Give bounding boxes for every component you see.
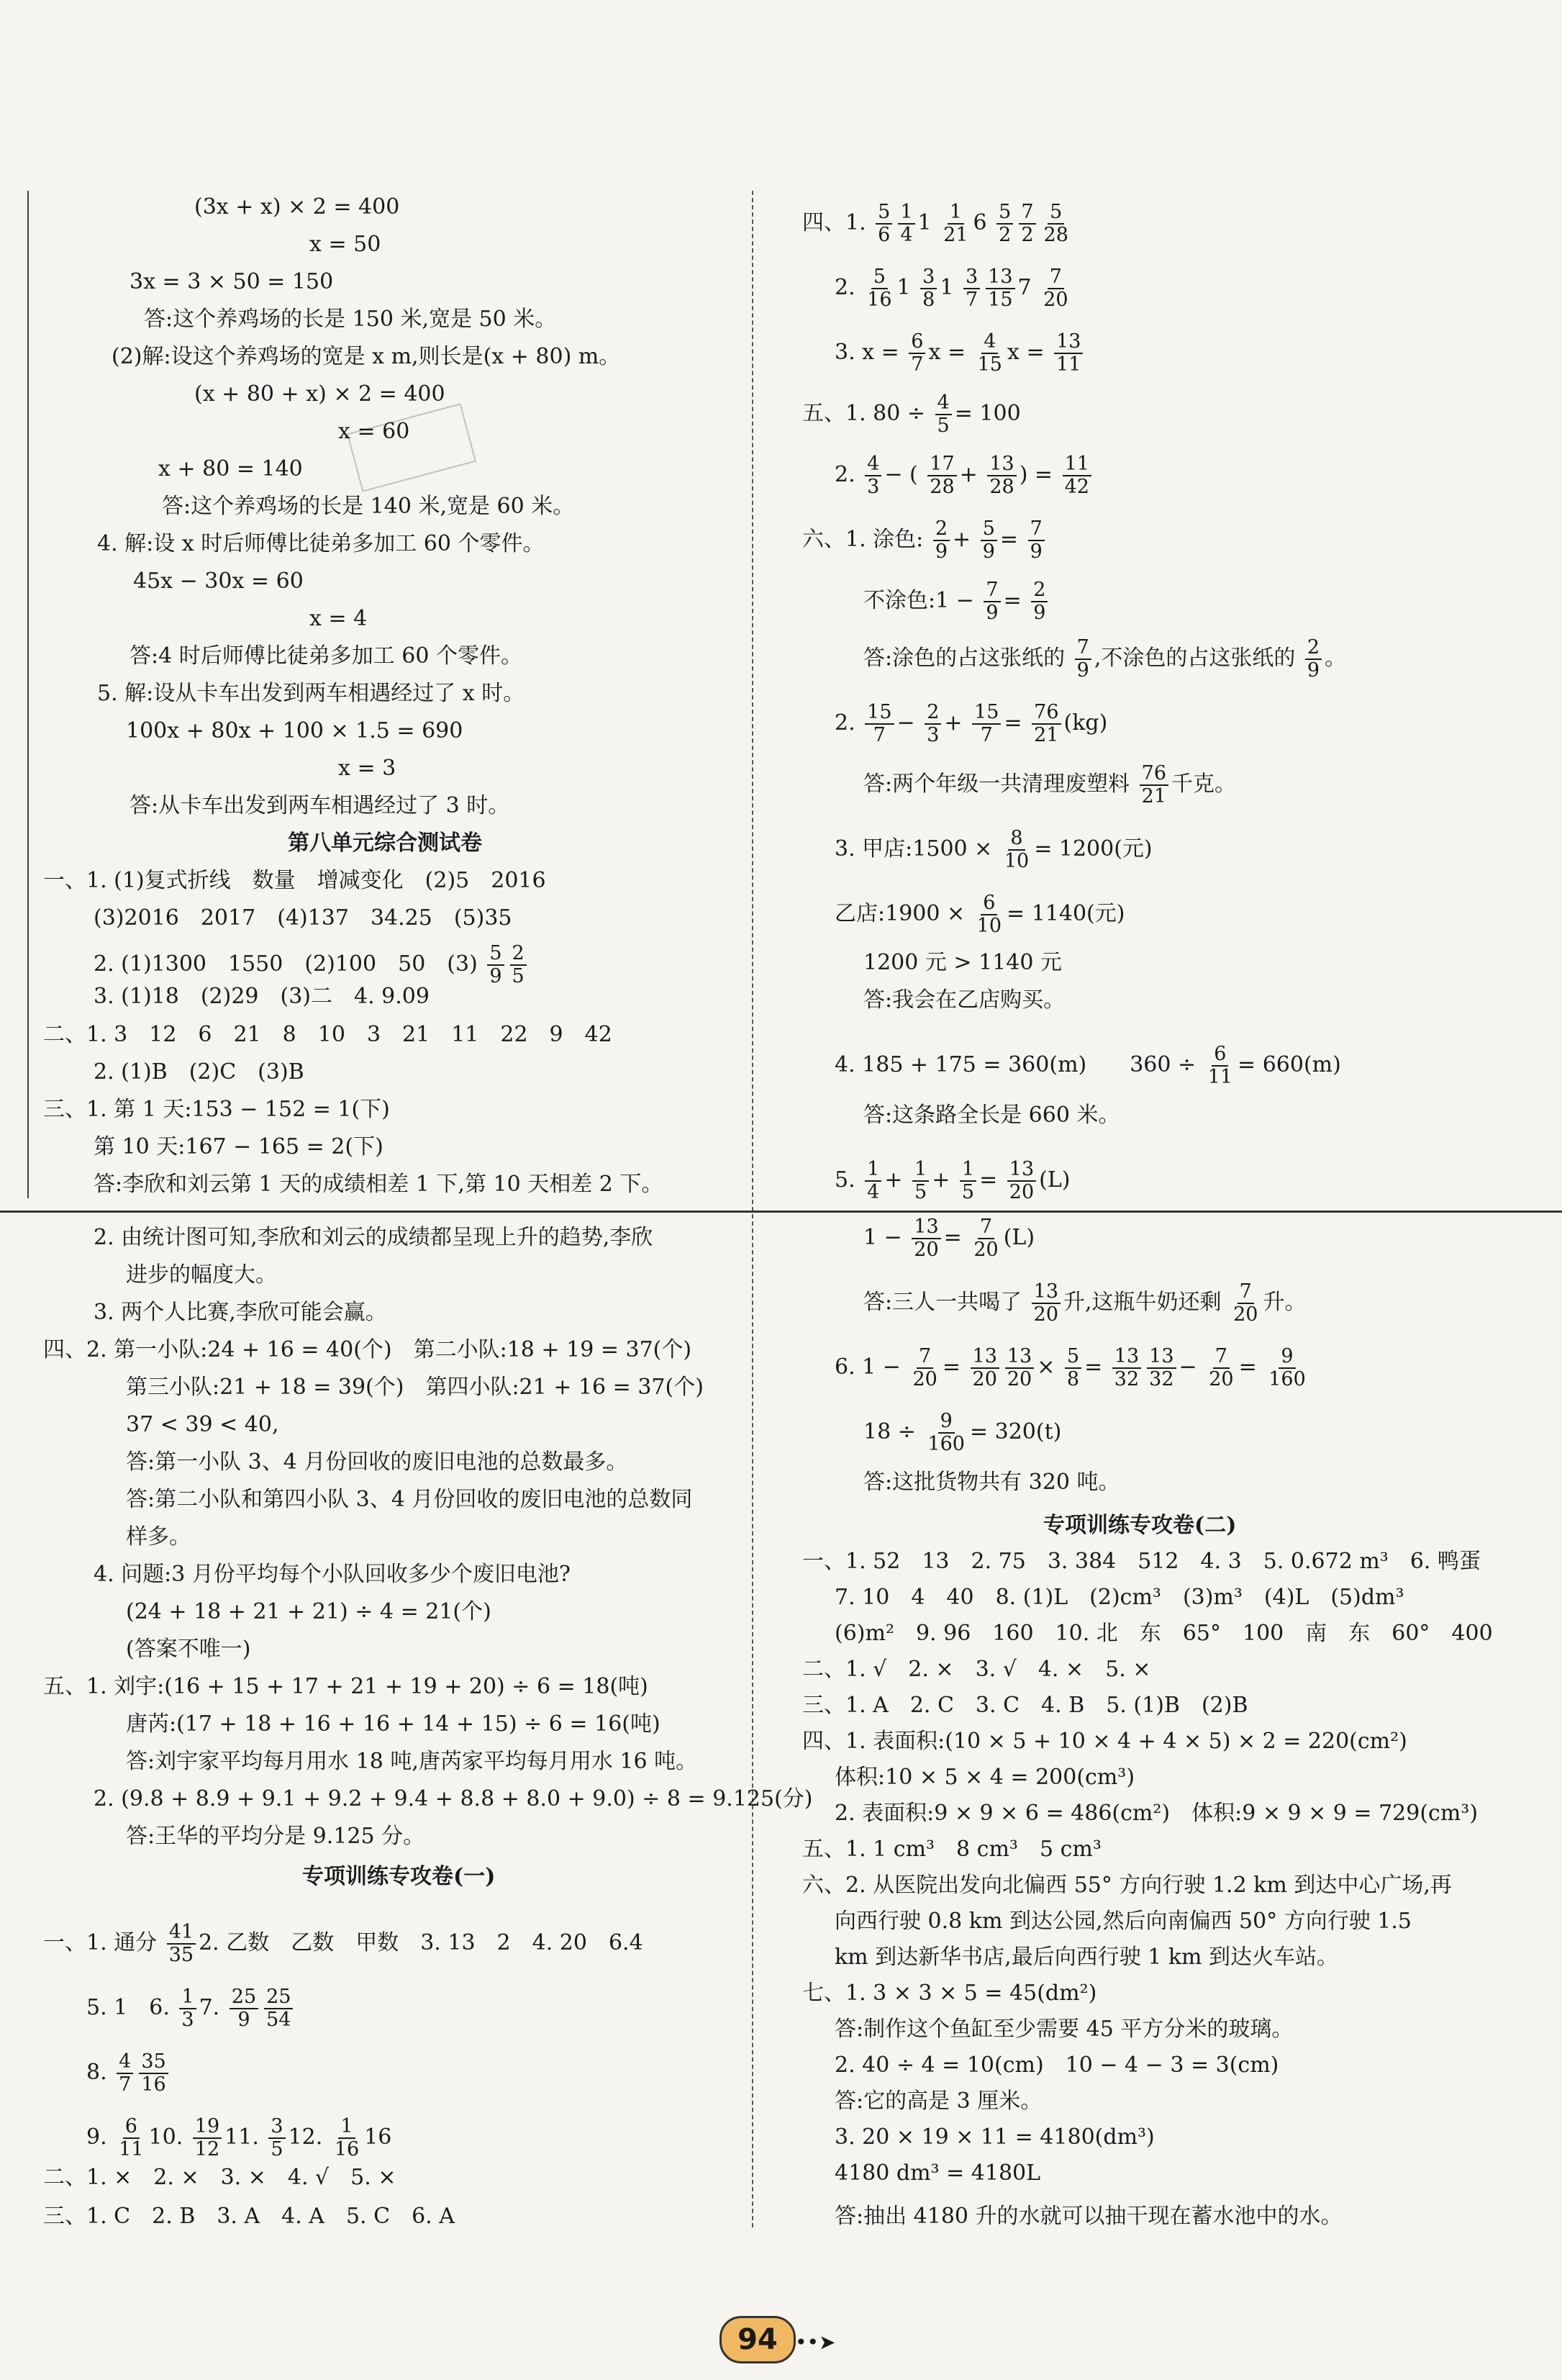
left-answer-line: [86, 1986, 296, 2031]
answer-text: 一、1. (1)复式折线 数量 增减变化 (2)5 2016: [43, 868, 546, 893]
answer-text: 答:三人一共喝了: [863, 1290, 1029, 1315]
column-divider: [752, 191, 753, 2227]
answer-text: ) =: [1019, 462, 1060, 487]
left-answer-line: [43, 867, 546, 895]
left-answer-line: [126, 1523, 191, 1552]
left-answer-line: [126, 1411, 278, 1439]
right-answer-line: [802, 1655, 1150, 1684]
page-ornament: ••➤: [795, 2330, 836, 2354]
stamp-mark: [347, 403, 476, 492]
answer-text: 答:王华的平均分是 9.125 分。: [126, 1824, 425, 1849]
fraction: $\frac{35}{16}$: [139, 2051, 168, 2096]
left-answer-line: [130, 642, 522, 671]
fraction: $\frac{7}{9}$: [984, 579, 1000, 624]
answer-text: 2. 由统计图可知,李欣和刘云的成绩都呈现上升的趋势,李欣: [94, 1225, 653, 1250]
answer-text: 2. 表面积:9 × 9 × 6 = 486(cm²) 体积:9 × 9 × 9 = 729(cm³): [835, 1801, 1479, 1826]
fraction: $\frac{4}{5}$: [935, 392, 952, 437]
answer-text: x = 4: [309, 606, 368, 631]
fraction: $\frac{13}{20}$: [971, 1346, 999, 1390]
answer-text: 16: [364, 2125, 392, 2150]
answer-text: 2. 乙数 乙数 甲数 3. 13 2 4. 20 6.4: [199, 1930, 643, 1955]
answer-text: = 660(m): [1238, 1052, 1341, 1077]
fraction: $\frac{7}{20}$: [1233, 1280, 1258, 1326]
answer-text: 第 10 天:167 − 165 = 2(下): [94, 1134, 383, 1159]
left-answer-line: [126, 1448, 627, 1477]
fraction: $\frac{41}{35}$: [167, 1922, 196, 1966]
right-answer-line: [802, 392, 1021, 437]
right-answer-line: [863, 1101, 1120, 1130]
fraction: $\frac{13}{28}$: [987, 453, 1016, 498]
answer-text: =: [1238, 1354, 1264, 1380]
fraction: $\frac{7}{9}$: [1028, 518, 1045, 563]
left-answer-line: [144, 305, 556, 334]
left-answer-line: [94, 1170, 663, 1199]
right-answer-line: [802, 1835, 1102, 1864]
answer-text: =: [1004, 710, 1030, 736]
left-answer-line: [94, 1133, 383, 1162]
fraction: $\frac{5}{9}$: [487, 943, 504, 987]
answer-text: x =: [1007, 340, 1052, 365]
answer-text: (3)2016 2017 (4)137 34.25 (5)35: [94, 905, 512, 931]
answer-text: 答:制作这个鱼缸至少需要 45 平方分米的玻璃。: [835, 2017, 1294, 2042]
answer-text: 体积:10 × 5 × 4 = 200(cm³): [835, 1765, 1135, 1790]
answer-text: = 1140(元): [1007, 901, 1125, 926]
fraction: $\frac{1}{16}$: [334, 2115, 360, 2160]
left-answer-line: [94, 1058, 304, 1087]
answer-text: 答:李欣和刘云第 1 天的成绩相差 1 下,第 10 天相差 2 下。: [94, 1172, 663, 1197]
answer-text: (3x + x) × 2 = 400: [194, 194, 400, 220]
answer-text: x = 3: [338, 756, 396, 781]
fraction: $\frac{17}{28}$: [927, 453, 956, 498]
fraction: $\frac{13}{20}$: [1005, 1346, 1034, 1390]
fraction: $\frac{13}{20}$: [912, 1216, 940, 1261]
left-answer-line: [126, 1710, 660, 1739]
left-margin-rule: [27, 191, 29, 1198]
fraction: $\frac{6}{10}$: [976, 892, 1002, 937]
answer-text: 三、1. A 2. C 3. C 4. B 5. (1)B (2)B: [802, 1693, 1248, 1718]
right-answer-line: [835, 453, 1094, 498]
fraction: $\frac{15}{7}$: [972, 702, 1001, 746]
answer-text: 乙店:1900 ×: [835, 901, 972, 926]
right-answer-line: [835, 702, 1107, 746]
answer-text: 第八单元综合测试卷: [288, 831, 482, 856]
answer-text: 千克。: [1171, 772, 1237, 797]
answer-text: 答:涂色的占这张纸的: [863, 646, 1072, 671]
answer-text: (6)m² 9. 96 160 10. 北 东 65° 100 南 东 60° 400: [835, 1621, 1493, 1646]
fraction: $\frac{7}{20}$: [912, 1345, 937, 1390]
answer-text: 100x + 80x + 100 × 1.5 = 690: [126, 718, 463, 743]
answer-text: 答:第一小队 3、4 月份回收的废旧电池的总数最多。: [126, 1449, 628, 1475]
answer-text: 7.: [199, 1995, 227, 2020]
answer-text: 七、1. 3 × 3 × 5 = 45(dm²): [802, 1981, 1097, 2006]
fraction: $\frac{25}{9}$: [230, 1986, 258, 2031]
answer-text: 答:我会在乙店购买。: [863, 987, 1066, 1013]
answer-text: +: [944, 710, 970, 736]
answer-text: 一、1. 52 13 2. 75 3. 384 512 4. 3 5. 0.672 m³ 6. 鸭蛋: [802, 1549, 1481, 1574]
fraction: $\frac{2}{5}$: [510, 943, 527, 987]
left-answer-line: [302, 1863, 495, 1891]
answer-text: 答:这条路全长是 660 米。: [863, 1103, 1120, 1128]
answer-text: 5. 1 6.: [86, 1995, 177, 2020]
right-answer-line: [802, 1691, 1248, 1720]
answer-text: 第三小队:21 + 18 = 39(个) 第四小队:21 + 16 = 37(个): [126, 1375, 704, 1400]
answer-text: 1: [896, 275, 918, 300]
answer-text: +: [932, 1167, 957, 1193]
answer-text: +: [884, 1167, 910, 1193]
answer-text: 3x = 3 × 50 = 150: [130, 269, 334, 294]
left-answer-line: [338, 417, 409, 446]
answer-text: 专项训练专攻卷(一): [302, 1864, 496, 1889]
answer-text: 四、1. 表面积:(10 × 5 + 10 × 4 + 4 × 5) × 2 = 220(cm²): [802, 1729, 1407, 1754]
answer-text: 3. 甲店:1500 ×: [835, 836, 999, 861]
answer-text: 8.: [86, 2060, 114, 2085]
left-answer-line: [86, 2116, 391, 2160]
left-answer-line: [130, 268, 333, 297]
left-answer-line: [94, 943, 530, 987]
answer-text: 一、1. 通分: [43, 1930, 164, 1955]
left-answer-line: [338, 754, 396, 783]
right-answer-line: [835, 828, 1153, 872]
right-answer-line: [835, 1943, 1338, 1972]
answer-text: +: [959, 462, 985, 487]
left-answer-line: [130, 792, 509, 820]
answer-text: − (: [884, 462, 925, 487]
answer-text: (kg): [1063, 710, 1108, 736]
right-answer-line: [863, 986, 1065, 1015]
fraction: $\frac{13}{32}$: [1147, 1346, 1176, 1390]
answer-text: (24 + 18 + 21 + 21) ÷ 4 = 21(个): [126, 1599, 491, 1624]
right-answer-line: [802, 1979, 1096, 2008]
right-answer-line: [835, 2123, 1155, 2152]
left-answer-line: [194, 193, 399, 222]
fraction: $\frac{7}{20}$: [973, 1216, 999, 1261]
left-answer-line: [126, 717, 463, 746]
answer-text: 答:第二小队和第四小队 3、4 月份回收的废旧电池的总数同: [126, 1487, 693, 1512]
answer-text: 五、1. 刘宇:(16 + 15 + 17 + 21 + 19 + 20) ÷ 6 = 18(吨): [43, 1674, 648, 1699]
right-answer-line: [835, 2087, 1042, 2116]
answer-text: =: [1084, 1354, 1109, 1380]
fraction: $\frac{4}{3}$: [865, 453, 881, 498]
answer-text: 答:这个养鸡场的长是 150 米,宽是 50 米。: [144, 307, 557, 332]
fraction: $\frac{15}{7}$: [865, 702, 894, 746]
answer-text: 4180 dm³ = 4180L: [835, 2160, 1041, 2186]
fraction: $\frac{7}{2}$: [1019, 202, 1035, 246]
fraction: $\frac{9}{160}$: [1268, 1345, 1306, 1390]
answer-text: 3. (1)18 (2)29 (3)二 4. 9.09: [94, 984, 430, 1009]
left-answer-line: [126, 1822, 424, 1851]
fraction: $\frac{1}{21}$: [943, 201, 968, 246]
left-answer-line: [97, 679, 525, 708]
answer-text: (答案不唯一): [126, 1637, 251, 1662]
left-answer-line: [94, 1785, 813, 1814]
right-answer-line: [835, 1763, 1135, 1792]
answer-text: (x + 80 + x) × 2 = 400: [194, 381, 445, 407]
left-answer-line: [309, 230, 381, 259]
answer-text: 45x − 30x = 60: [133, 569, 304, 594]
right-answer-line: [835, 1044, 1341, 1088]
answer-text: 9.: [86, 2125, 114, 2150]
left-answer-line: [288, 829, 482, 858]
answer-text: 1: [940, 275, 961, 300]
answer-text: 二、1. √ 2. × 3. √ 4. × 5. ×: [802, 1657, 1151, 1682]
left-answer-line: [97, 530, 545, 558]
right-answer-line: [863, 1281, 1306, 1326]
answer-text: km 到达新华书店,最后向西行驶 1 km 到达火车站。: [835, 1945, 1339, 1970]
fraction: $\frac{2}{9}$: [933, 518, 950, 563]
answer-text: 二、1. × 2. × 3. × 4. √ 5. ×: [43, 2165, 396, 2190]
fraction: $\frac{25}{54}$: [264, 1986, 293, 2031]
left-answer-line: [43, 2163, 396, 2192]
fraction: $\frac{9}{160}$: [927, 1410, 965, 1455]
left-answer-line: [126, 1598, 491, 1626]
answer-text: +: [953, 527, 978, 552]
answer-text: ,不涂色的占这张纸的: [1094, 646, 1302, 671]
answer-text: 四、2. 第一小队:24 + 16 = 40(个) 第二小队:18 + 19 = 37(个): [43, 1337, 692, 1362]
answer-text: x + 80 = 140: [158, 456, 303, 481]
fraction: $\frac{3}{7}$: [963, 266, 980, 311]
left-answer-line: [94, 904, 512, 933]
right-answer-line: [863, 637, 1346, 682]
fraction: $\frac{11}{42}$: [1063, 453, 1091, 498]
fraction: $\frac{8}{10}$: [1004, 827, 1030, 872]
answer-text: = 1200(元): [1034, 836, 1153, 861]
answer-text: 答:4 时后师傅比徒弟多加工 60 个零件。: [130, 643, 522, 669]
answer-text: 7. 10 4 40 8. (1)L (2)cm³ (3)m³ (4)L (5)dm³: [835, 1585, 1404, 1610]
left-answer-line: [162, 492, 574, 521]
fraction: $\frac{2}{3}$: [925, 702, 941, 746]
fraction: $\frac{13}{11}$: [1054, 331, 1083, 376]
left-answer-line: [43, 1336, 691, 1365]
fraction: $\frac{1}{5}$: [912, 1159, 929, 1203]
answer-text: 样多。: [126, 1524, 191, 1549]
answer-text: 4. 解:设 x 时后师傅比徒弟多加工 60 个零件。: [97, 531, 545, 556]
right-answer-line: [1043, 1511, 1236, 1540]
answer-text: = 100: [954, 401, 1021, 426]
right-answer-line: [802, 1547, 1481, 1576]
left-answer-line: [43, 2202, 455, 2231]
answer-text: =: [979, 1167, 1004, 1193]
right-answer-line: [802, 1727, 1407, 1756]
right-answer-line: [863, 1468, 1120, 1497]
left-answer-line: [309, 605, 367, 633]
answer-text: 。: [1325, 646, 1347, 671]
answer-text: x = 50: [309, 232, 381, 257]
left-answer-line: [94, 982, 430, 1011]
fraction: $\frac{6}{11}$: [119, 2115, 144, 2160]
fraction: $\frac{2}{9}$: [1031, 579, 1048, 624]
right-answer-line: [802, 518, 1048, 563]
fraction: $\frac{7}{20}$: [1209, 1345, 1234, 1390]
right-answer-line: [835, 2051, 1279, 2080]
answer-text: 答:刘宇家平均每月用水 18 吨,唐芮家平均每月用水 16 吨。: [126, 1749, 698, 1774]
answer-text: 不涂色:1 −: [863, 588, 981, 613]
answer-text: 答:两个年级一共清理废塑料: [863, 772, 1137, 797]
left-answer-line: [126, 1485, 692, 1514]
right-answer-line: [835, 2015, 1293, 2044]
answer-text: 向西行驶 0.8 km 到达公园,然后向南偏西 50° 方向行驶 1.5: [835, 1909, 1412, 1934]
answer-text: 3. 两个人比赛,李欣可能会赢。: [94, 1300, 387, 1325]
answer-text: −: [896, 710, 922, 736]
fraction: $\frac{76}{21}$: [1140, 763, 1168, 807]
fraction: $\frac{5}{8}$: [1065, 1346, 1081, 1390]
right-answer-line: [802, 202, 1073, 246]
answer-text: 唐芮:(17 + 18 + 16 + 16 + 14 + 15) ÷ 6 = 16(吨): [126, 1711, 660, 1737]
fraction: $\frac{13}{32}$: [1112, 1346, 1141, 1390]
right-answer-line: [863, 579, 1050, 624]
right-answer-line: [835, 2202, 1343, 2231]
answer-text: 4. 问题:3 月份平均每个小队回收多少个废旧电池?: [94, 1562, 571, 1587]
left-answer-line: [43, 1673, 648, 1701]
left-answer-line: [126, 1261, 277, 1290]
answer-text: 37 < 39 < 40,: [126, 1412, 279, 1437]
fraction: $\frac{6}{7}$: [909, 331, 925, 376]
answer-text: = 320(t): [969, 1419, 1062, 1444]
fraction: $\frac{13}{20}$: [1032, 1281, 1061, 1326]
right-answer-line: [835, 1907, 1412, 1936]
fraction: $\frac{1}{4}$: [898, 202, 914, 246]
answer-text: 六、2. 从医院出发向北偏西 55° 方向行驶 1.2 km 到达中心广场,再: [802, 1873, 1452, 1898]
right-answer-line: [863, 949, 1062, 977]
fraction: $\frac{13}{15}$: [986, 266, 1014, 311]
right-answer-line: [863, 1411, 1061, 1455]
answer-text: 专项训练专攻卷(二): [1043, 1513, 1237, 1538]
answer-text: 五、1. 1 cm³ 8 cm³ 5 cm³: [802, 1837, 1102, 1862]
fraction: $\frac{4}{7}$: [117, 2051, 133, 2096]
answer-text: (L): [1039, 1167, 1071, 1193]
left-answer-line: [94, 1223, 653, 1252]
fraction: $\frac{5}{2}$: [996, 202, 1013, 246]
fraction: $\frac{5}{9}$: [981, 518, 997, 563]
page-number: 94: [719, 2316, 796, 2363]
fraction: $\frac{1}{3}$: [179, 1986, 196, 2031]
page-crease: [0, 1211, 1562, 1213]
right-answer-line: [835, 266, 1073, 311]
answer-text: 进步的幅度大。: [126, 1262, 277, 1288]
left-answer-line: [43, 1922, 643, 1966]
left-answer-line: [94, 1560, 571, 1589]
answer-text: 2. (9.8 + 8.9 + 9.1 + 9.2 + 9.4 + 8.8 + 8.0 + 9.0) ÷ 8 = 9.125(分): [94, 1786, 813, 1811]
fraction: $\frac{5}{6}$: [876, 202, 892, 246]
answer-text: 5. 解:设从卡车出发到两车相遇经过了 x 时。: [97, 681, 525, 706]
right-answer-line: [835, 2159, 1040, 2188]
answer-text: (L): [1003, 1225, 1035, 1250]
right-answer-line: [835, 1619, 1493, 1648]
left-answer-line: [126, 1373, 704, 1402]
answer-text: 2. 40 ÷ 4 = 10(cm) 10 − 4 − 3 = 3(cm): [835, 2053, 1279, 2078]
answer-text: 18 ÷: [863, 1419, 923, 1444]
left-answer-line: [86, 2051, 171, 2096]
answer-text: 六、1. 涂色:: [802, 527, 930, 552]
answer-text: −: [1179, 1354, 1204, 1380]
left-answer-line: [194, 380, 445, 409]
fraction: $\frac{5}{28}$: [1043, 201, 1068, 246]
answer-text: 1200 元 > 1140 元: [863, 950, 1062, 975]
answer-text: 7: [1017, 275, 1039, 300]
answer-text: 升。: [1263, 1290, 1307, 1315]
answer-text: 答:这个养鸡场的长是 140 米,宽是 60 米。: [162, 494, 575, 519]
answer-text: 答:抽出 4180 升的水就可以抽干现在蓄水池中的水。: [835, 2204, 1343, 2229]
fraction: $\frac{19}{12}$: [193, 2116, 222, 2160]
fraction: $\frac{4}{15}$: [977, 330, 1002, 376]
fraction: $\frac{3}{8}$: [920, 266, 937, 311]
right-answer-line: [835, 1159, 1071, 1203]
fraction: $\frac{2}{9}$: [1305, 637, 1322, 682]
answer-text: ×: [1037, 1354, 1062, 1380]
right-answer-line: [835, 892, 1125, 937]
fraction: $\frac{13}{20}$: [1007, 1159, 1036, 1203]
right-answer-line: [835, 1346, 1311, 1390]
fraction: $\frac{6}{11}$: [1207, 1043, 1233, 1088]
right-answer-line: [863, 763, 1236, 807]
answer-text: 3. x =: [835, 340, 907, 365]
answer-text: 6: [973, 210, 994, 235]
answer-text: 五、1. 80 ÷: [802, 401, 932, 426]
answer-text: 升,这瓶牛奶还剩: [1063, 1290, 1229, 1315]
answer-text: 2.: [835, 710, 863, 736]
left-answer-line: [94, 1298, 387, 1327]
answer-text: 四、1.: [802, 210, 873, 235]
answer-text: 答:这批货物共有 320 吨。: [863, 1470, 1120, 1495]
fraction: $\frac{1}{4}$: [865, 1159, 881, 1203]
answer-text: =: [1003, 588, 1029, 613]
fraction: $\frac{1}{5}$: [960, 1159, 976, 1203]
fraction: $\frac{7}{9}$: [1075, 637, 1091, 682]
answer-text: 2.: [835, 462, 863, 487]
left-answer-line: [126, 1635, 250, 1664]
right-answer-line: [802, 1871, 1452, 1900]
answer-text: =: [942, 1354, 968, 1380]
right-answer-line: [835, 331, 1086, 376]
answer-text: 2. (1)1300 1550 (2)100 50 (3): [94, 951, 485, 977]
answer-text: 6. 1 −: [835, 1354, 908, 1380]
answer-text: x = 60: [338, 419, 410, 444]
right-answer-line: [863, 1216, 1035, 1261]
left-answer-line: [158, 455, 303, 484]
answer-text: 2.: [835, 275, 863, 300]
right-answer-line: [835, 1583, 1404, 1612]
left-answer-line: [126, 1747, 697, 1776]
answer-text: 4. 185 + 175 = 360(m) 360 ÷: [835, 1052, 1203, 1077]
answer-text: 三、1. 第 1 天:153 − 152 = 1(下): [43, 1097, 390, 1122]
answer-text: 5.: [835, 1167, 863, 1193]
answer-text: 11.: [224, 2125, 266, 2150]
answer-text: =: [999, 527, 1025, 552]
fraction: $\frac{3}{5}$: [268, 2116, 285, 2160]
left-answer-line: [43, 1021, 612, 1049]
answer-text: =: [943, 1225, 969, 1250]
answer-text: 答:从卡车出发到两车相遇经过了 3 时。: [130, 793, 510, 818]
answer-text: 1: [917, 210, 939, 235]
answer-text: 2. (1)B (2)C (3)B: [94, 1059, 304, 1085]
left-answer-line: [133, 567, 304, 596]
left-answer-line: [43, 1095, 390, 1124]
answer-text: 1 −: [863, 1225, 909, 1250]
answer-text: 12.: [288, 2125, 330, 2150]
answer-text: 答:它的高是 3 厘米。: [835, 2089, 1043, 2114]
answer-text: 3. 20 × 19 × 11 = 4180(dm³): [835, 2125, 1155, 2150]
fraction: $\frac{76}{21}$: [1032, 702, 1061, 746]
left-answer-line: [112, 343, 620, 371]
answer-text: 10.: [148, 2125, 190, 2150]
answer-text: 二、1. 3 12 6 21 8 10 3 21 11 22 9 42: [43, 1022, 612, 1047]
right-answer-line: [835, 1799, 1478, 1828]
fraction: $\frac{7}{20}$: [1043, 266, 1068, 311]
answer-text: 三、1. C 2. B 3. A 4. A 5. C 6. A: [43, 2204, 455, 2229]
fraction: $\frac{5}{16}$: [867, 266, 892, 311]
answer-text: x =: [928, 340, 973, 365]
answer-text: (2)解:设这个养鸡场的宽是 x m,则长是(x + 80) m。: [112, 344, 621, 369]
